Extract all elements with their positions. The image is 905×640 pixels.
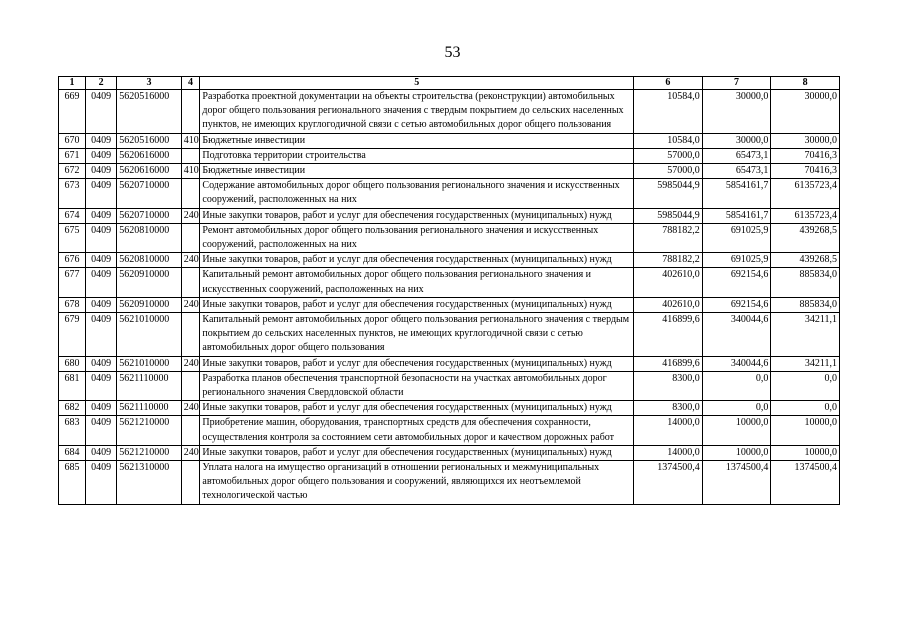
amount-col6-cell: 1374500,4	[634, 461, 703, 505]
row-number-cell: 680	[59, 356, 86, 371]
row-number-cell: 679	[59, 313, 86, 357]
description-cell: Иные закупки товаров, работ и услуг для обеспечения государственных (муниципальных) нужд	[200, 297, 634, 312]
amount-col6-cell: 8300,0	[634, 371, 703, 400]
amount-col7-cell: 692154,6	[702, 297, 771, 312]
amount-col7-cell: 30000,0	[702, 133, 771, 148]
column-header: 2	[86, 77, 117, 90]
table-row	[59, 179, 840, 208]
amount-col8-cell: 0,0	[771, 401, 840, 416]
section-code-cell: 0409	[86, 461, 117, 505]
amount-col8-cell: 0,0	[771, 371, 840, 400]
row-number-cell: 675	[59, 223, 86, 252]
table-row	[59, 401, 840, 416]
amount-col6-cell: 5985044,9	[634, 208, 703, 223]
amount-col7-cell: 0,0	[702, 371, 771, 400]
amount-col8-cell: 30000,0	[771, 133, 840, 148]
table-row	[59, 253, 840, 268]
amount-col7-cell: 10000,0	[702, 416, 771, 445]
description-cell: Приобретение машин, оборудования, транспортных средств для обеспечения сохранности, осуществления контроля за состоянием сети автомобильных дорог и качеством дорожных работ	[200, 416, 634, 445]
amount-col6-cell: 10584,0	[634, 90, 703, 134]
amount-col6-cell: 14000,0	[634, 445, 703, 460]
target-code-cell: 5620616000	[117, 148, 181, 163]
row-number-cell: 672	[59, 164, 86, 179]
row-number-cell: 677	[59, 268, 86, 297]
section-code-cell: 0409	[86, 371, 117, 400]
description-cell: Иные закупки товаров, работ и услуг для обеспечения государственных (муниципальных) нужд	[200, 445, 634, 460]
section-code-cell: 0409	[86, 223, 117, 252]
amount-col6-cell: 788182,2	[634, 223, 703, 252]
expense-type-cell: 410	[181, 133, 200, 148]
expense-type-cell: 240	[181, 253, 200, 268]
section-code-cell: 0409	[86, 356, 117, 371]
amount-col6-cell: 788182,2	[634, 253, 703, 268]
description-cell: Уплата налога на имущество организаций в отношении региональных и межмуниципальных автомобильных дорог общего пользования и сооружений, являющихся их неотъемлемой технологической частью	[200, 461, 634, 505]
column-header: 8	[771, 77, 840, 90]
row-number-cell: 681	[59, 371, 86, 400]
expense-type-cell	[181, 90, 200, 134]
target-code-cell: 5621210000	[117, 445, 181, 460]
amount-col8-cell: 6135723,4	[771, 179, 840, 208]
table-row	[59, 208, 840, 223]
description-cell: Иные закупки товаров, работ и услуг для обеспечения государственных (муниципальных) нужд	[200, 208, 634, 223]
table-row	[59, 445, 840, 460]
table-row	[59, 90, 840, 134]
description-cell: Капитальный ремонт автомобильных дорог общего пользования регионального значения с твердым покрытием до сельских населенных пунктов, не имеющих круглогодичной связи с сетью автомобильных дорог общего пользования	[200, 313, 634, 357]
amount-col7-cell: 65473,1	[702, 164, 771, 179]
expense-type-cell: 410	[181, 164, 200, 179]
row-number-cell: 669	[59, 90, 86, 134]
amount-col6-cell: 8300,0	[634, 401, 703, 416]
amount-col7-cell: 692154,6	[702, 268, 771, 297]
section-code-cell: 0409	[86, 90, 117, 134]
section-code-cell: 0409	[86, 208, 117, 223]
amount-col8-cell: 6135723,4	[771, 208, 840, 223]
target-code-cell: 5620516000	[117, 133, 181, 148]
description-cell: Подготовка территории строительства	[200, 148, 634, 163]
amount-col8-cell: 885834,0	[771, 268, 840, 297]
page-number: 53	[444, 44, 461, 61]
table-row	[59, 148, 840, 163]
column-header: 6	[634, 77, 703, 90]
expense-type-cell	[181, 416, 200, 445]
description-cell: Разработка планов обеспечения транспортной безопасности на участках автомобильных дорог регионального значения Свердловской области	[200, 371, 634, 400]
amount-col8-cell: 10000,0	[771, 416, 840, 445]
amount-col6-cell: 14000,0	[634, 416, 703, 445]
table-row	[59, 164, 840, 179]
amount-col8-cell: 1374500,4	[771, 461, 840, 505]
description-cell: Содержание автомобильных дорог общего пользования регионального значения и искусственных сооружений, расположенных на них	[200, 179, 634, 208]
amount-col8-cell: 34211,1	[771, 356, 840, 371]
amount-col7-cell: 5854161,7	[702, 208, 771, 223]
expense-type-cell: 240	[181, 356, 200, 371]
description-cell: Иные закупки товаров, работ и услуг для обеспечения государственных (муниципальных) нужд	[200, 401, 634, 416]
amount-col8-cell: 30000,0	[771, 90, 840, 134]
amount-col6-cell: 5985044,9	[634, 179, 703, 208]
table-row	[59, 461, 840, 505]
table-row	[59, 416, 840, 445]
amount-col7-cell: 10000,0	[702, 445, 771, 460]
target-code-cell: 5621010000	[117, 356, 181, 371]
amount-col7-cell: 1374500,4	[702, 461, 771, 505]
description-cell: Иные закупки товаров, работ и услуг для обеспечения государственных (муниципальных) нужд	[200, 356, 634, 371]
expense-type-cell: 240	[181, 208, 200, 223]
section-code-cell: 0409	[86, 445, 117, 460]
amount-col7-cell: 340044,6	[702, 356, 771, 371]
amount-col6-cell: 10584,0	[634, 133, 703, 148]
amount-col6-cell: 57000,0	[634, 164, 703, 179]
amount-col8-cell: 10000,0	[771, 445, 840, 460]
amount-col7-cell: 691025,9	[702, 223, 771, 252]
section-code-cell: 0409	[86, 148, 117, 163]
table-row	[59, 133, 840, 148]
amount-col8-cell: 70416,3	[771, 148, 840, 163]
amount-col7-cell: 340044,6	[702, 313, 771, 357]
amount-col8-cell: 885834,0	[771, 297, 840, 312]
target-code-cell: 5621110000	[117, 401, 181, 416]
column-header: 7	[702, 77, 771, 90]
description-cell: Бюджетные инвестиции	[200, 164, 634, 179]
expense-type-cell	[181, 461, 200, 505]
expense-type-cell: 240	[181, 401, 200, 416]
table-row	[59, 371, 840, 400]
column-header: 1	[59, 77, 86, 90]
section-code-cell: 0409	[86, 253, 117, 268]
expense-type-cell	[181, 223, 200, 252]
table-row	[59, 297, 840, 312]
amount-col6-cell: 416899,6	[634, 356, 703, 371]
row-number-cell: 678	[59, 297, 86, 312]
table-body	[59, 90, 840, 505]
header-row	[59, 77, 840, 90]
column-header: 4	[181, 77, 200, 90]
target-code-cell: 5621210000	[117, 416, 181, 445]
table-row	[59, 223, 840, 252]
amount-col8-cell: 439268,5	[771, 223, 840, 252]
target-code-cell: 5620910000	[117, 268, 181, 297]
section-code-cell: 0409	[86, 416, 117, 445]
section-code-cell: 0409	[86, 268, 117, 297]
column-header: 3	[117, 77, 181, 90]
section-code-cell: 0409	[86, 297, 117, 312]
section-code-cell: 0409	[86, 313, 117, 357]
target-code-cell: 5620810000	[117, 253, 181, 268]
row-number-cell: 674	[59, 208, 86, 223]
description-cell: Разработка проектной документации на объекты строительства (реконструкции) автомобильных дорог общего пользования регионального значения с твердым покрытием до сельских населенных пунктов, не имеющих круглогодичной связи с сетью автомобильных дорог общего пользования	[200, 90, 634, 134]
expense-type-cell	[181, 268, 200, 297]
description-cell: Ремонт автомобильных дорог общего пользования регионального значения и искусственных сооружений, расположенных на них	[200, 223, 634, 252]
target-code-cell: 5620710000	[117, 208, 181, 223]
amount-col7-cell: 691025,9	[702, 253, 771, 268]
row-number-cell: 685	[59, 461, 86, 505]
amount-col6-cell: 57000,0	[634, 148, 703, 163]
column-header: 5	[200, 77, 634, 90]
row-number-cell: 676	[59, 253, 86, 268]
amount-col6-cell: 416899,6	[634, 313, 703, 357]
table-row	[59, 313, 840, 357]
description-cell: Иные закупки товаров, работ и услуг для обеспечения государственных (муниципальных) нужд	[200, 253, 634, 268]
target-code-cell: 5621110000	[117, 371, 181, 400]
target-code-cell: 5620710000	[117, 179, 181, 208]
description-cell: Бюджетные инвестиции	[200, 133, 634, 148]
budget-table	[58, 76, 840, 505]
row-number-cell: 670	[59, 133, 86, 148]
amount-col8-cell: 70416,3	[771, 164, 840, 179]
amount-col7-cell: 30000,0	[702, 90, 771, 134]
amount-col7-cell: 65473,1	[702, 148, 771, 163]
table-row	[59, 356, 840, 371]
expense-type-cell	[181, 148, 200, 163]
row-number-cell: 671	[59, 148, 86, 163]
target-code-cell: 5620810000	[117, 223, 181, 252]
section-code-cell: 0409	[86, 133, 117, 148]
amount-col8-cell: 34211,1	[771, 313, 840, 357]
target-code-cell: 5620516000	[117, 90, 181, 134]
target-code-cell: 5621010000	[117, 313, 181, 357]
amount-col6-cell: 402610,0	[634, 268, 703, 297]
amount-col6-cell: 402610,0	[634, 297, 703, 312]
target-code-cell: 5620616000	[117, 164, 181, 179]
table-row	[59, 268, 840, 297]
target-code-cell: 5621310000	[117, 461, 181, 505]
expense-type-cell: 240	[181, 297, 200, 312]
row-number-cell: 673	[59, 179, 86, 208]
amount-col7-cell: 5854161,7	[702, 179, 771, 208]
section-code-cell: 0409	[86, 179, 117, 208]
amount-col8-cell: 439268,5	[771, 253, 840, 268]
expense-type-cell: 240	[181, 445, 200, 460]
section-code-cell: 0409	[86, 401, 117, 416]
row-number-cell: 682	[59, 401, 86, 416]
row-number-cell: 683	[59, 416, 86, 445]
row-number-cell: 684	[59, 445, 86, 460]
expense-type-cell	[181, 313, 200, 357]
target-code-cell: 5620910000	[117, 297, 181, 312]
section-code-cell: 0409	[86, 164, 117, 179]
expense-type-cell	[181, 179, 200, 208]
expense-type-cell	[181, 371, 200, 400]
amount-col7-cell: 0,0	[702, 401, 771, 416]
description-cell: Капитальный ремонт автомобильных дорог общего пользования регионального значения и искусственных сооружений, расположенных на них	[200, 268, 634, 297]
